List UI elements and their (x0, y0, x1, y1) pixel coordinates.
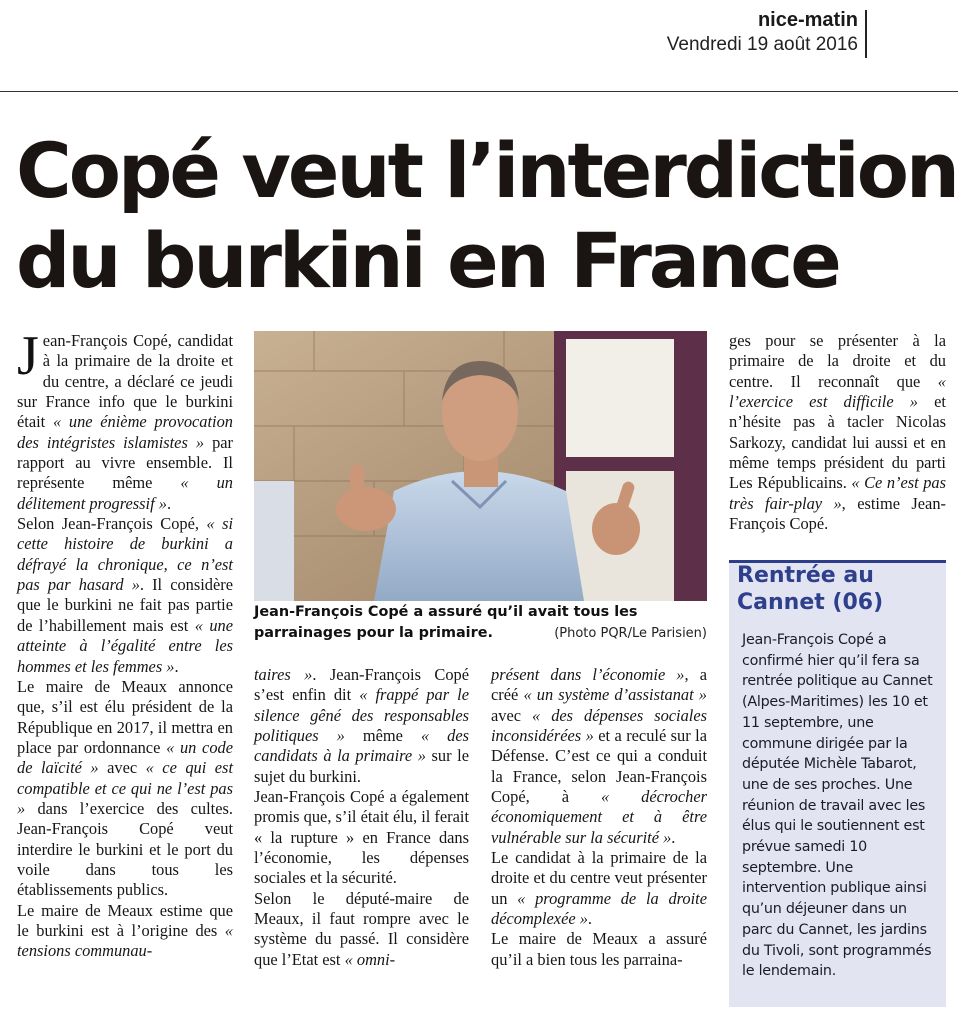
sidebar-body (742, 630, 937, 982)
quote: « des dépenses sociales inconsidérées » (491, 705, 707, 746)
quote: « un système d’assistanat » (523, 685, 707, 705)
quote: « omni- (344, 949, 396, 969)
article-column-4 (729, 331, 946, 534)
text-run: , a créé (491, 665, 707, 705)
quote: « Ce n’est pas très fair-play » (729, 473, 946, 513)
text-run: dans l’exercice des cultes. Jean-François Copé veut interdire le burkini et le port du voile dans tous les établissements publics. (17, 798, 233, 900)
text-run: par rapport au vivre ensemble. Il représente même (17, 432, 233, 493)
text-run: . (166, 493, 172, 513)
quote: « un délitement progressif » (17, 473, 233, 513)
text-run: Selon Jean-François Copé, (17, 514, 207, 534)
headline-line-1: Copé veut l’interdiction (16, 126, 958, 215)
text-run: même (344, 726, 421, 746)
text-run: avec (491, 705, 533, 725)
text-run: , estime Jean-François Copé. (729, 493, 946, 534)
photo-illustration (254, 331, 707, 601)
caption-text: Jean-François Copé a assuré qu’il avait tous les parrainages pour la primaire. (254, 604, 638, 641)
paragraph (17, 677, 233, 901)
paragraph (17, 514, 233, 677)
text-run: . (671, 827, 676, 847)
text-run: Le maire de Meaux annonce que, s’il est élu président de la République en 2017, il mettra en place par ordonnance (17, 676, 233, 757)
paragraph: Jean-François Copé a également promis que, s’il était élu, il ferait « la rupture » en France dans l’économie, les dépenses sociales et la sécurité. (254, 787, 469, 888)
headline-line-2: du burkini en France (16, 216, 839, 305)
publication-name: nice-matin (757, 9, 858, 31)
quote: « une énième provocation des intégristes islamistes » (17, 412, 234, 452)
text-run: Le maire de Meaux estime que le burkini est à l’origine des (17, 900, 233, 940)
quote: « décrocher économiquement et à être vulnérable sur la sécurité » (491, 787, 707, 847)
text-run: avec (98, 758, 146, 778)
article-column-1 (17, 325, 234, 962)
quote: « programme de la droite décomplexée » (491, 888, 707, 929)
quote: « ce qui est compatible et ce qui ne l’est pas » (17, 758, 233, 818)
headline (16, 126, 958, 306)
text-run: et n’hésite pas à tacler Nicolas Sarkozy, candidat lui aussi et en même temps président du parti Les Républicains. (729, 392, 946, 493)
text-run: et a reculé sur la Défense. C’est ce qui a conduit la France, selon Jean-François Copé, à (491, 726, 707, 807)
article-photo (254, 331, 707, 601)
sidebar-box (729, 560, 946, 1007)
text-run: . Il considère que le burkini ne fait pas partie de l’habillement mais est (17, 575, 233, 635)
text-run: ges pour se présenter à la primaire de la droite et du centre. Il reconnaît que (729, 331, 946, 391)
photo-credit: (Photo PQR/Le Parisien) (554, 626, 707, 641)
text-run: . Jean-François Copé s’est enfin dit (254, 665, 469, 705)
quote: taires » (254, 665, 313, 684)
masthead (667, 8, 858, 58)
masthead-rule (865, 10, 867, 58)
paragraph: Le maire de Meaux a assuré qu’il a bien tous les parraina- (491, 929, 707, 969)
paragraph (254, 889, 469, 970)
quote: « un code de laïcité » (17, 737, 233, 778)
sidebar-title: Rentrée au Cannet (06) (737, 563, 884, 615)
quote: « frappé par le silence gêné des responsables politiques » (254, 685, 469, 746)
text-run: ean-François Copé, candidat à la primaire de la droite et du centre, a déclaré ce jeudi sur France info que le burkini était (17, 331, 233, 432)
article-column-3 (491, 665, 707, 970)
paragraph (491, 848, 707, 929)
text-run: Le candidat à la primaire de la droite et du centre veut présenter un (491, 848, 707, 908)
paragraph (729, 331, 946, 534)
photo-caption (254, 602, 707, 644)
quote: « des candidats à la primaire » (254, 726, 469, 766)
sidebar-paragraph: Jean-François Copé a confirmé hier qu’il fera sa rentrée politique au Cannet (Alpes-Maritimes) les 10 et 11 septembre, une commune dirigée par la députée Michèle Tabarot, une de ses proches. Une réunion de travail avec les élus qui le soutiennent est prévue samedi 10 septembre. Une intervention publique ainsi qu’un déjeuner dans un parc du Cannet, les jardins du Tivoli, sont programmés le lendemain. (742, 632, 933, 980)
quote: présent dans l’économie » (491, 665, 685, 684)
paragraph (17, 901, 233, 962)
text-run: Selon le député-maire de Meaux, il faut rompre avec le système du passé. Il considère que l’Etat est (254, 888, 469, 969)
drop-cap: J (17, 325, 39, 387)
quote: « si cette histoire de burkini a défrayé la chronique, ce n’est pas par hasard » (17, 514, 233, 595)
text-run: sur le sujet du burkini. (254, 746, 469, 786)
quote: « une atteinte à l’égalité entre les hommes et les femmes » (17, 615, 233, 676)
text-run: . (587, 909, 593, 929)
paragraph (17, 325, 234, 514)
text-run: . (174, 656, 179, 676)
quote: « tensions communau- (17, 920, 233, 961)
article-column-2 (254, 665, 469, 970)
paragraph (254, 665, 469, 787)
paragraph (491, 665, 707, 848)
publication-date: Vendredi 19 août 2016 (666, 34, 858, 55)
quote: « l’exercice est difficile » (729, 371, 946, 412)
header-divider (0, 91, 958, 92)
